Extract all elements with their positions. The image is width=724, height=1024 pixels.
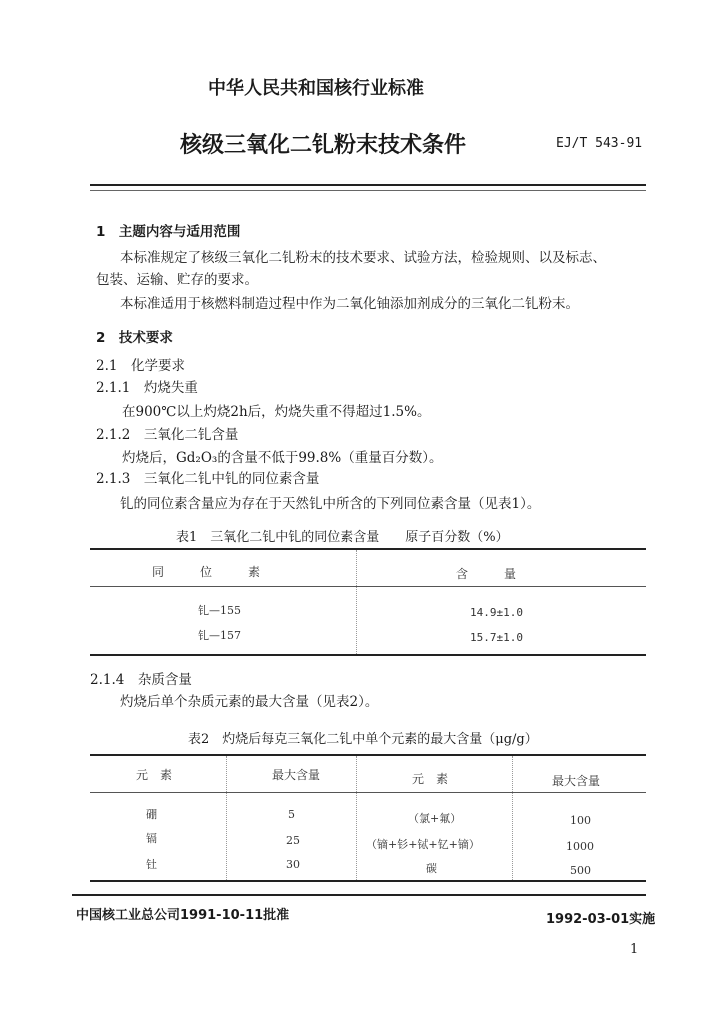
table-1-row-1-content: 14.9±1.0 [470,606,523,619]
table-1-header-isotope: 同 位 素 [152,565,261,579]
clause-2-1-2: 2.1.2 三氧化二钆含量 [96,427,239,443]
table-2-row-1-max-2: 100 [570,814,591,827]
table-2-divider-2 [356,756,358,880]
table-2-divider-1 [226,756,228,880]
table-1-caption: 表1 三氧化二钆中钆的同位素含量 原子百分数（%） [176,530,509,545]
clause-2-1-1: 2.1.1 灼烧失重 [96,380,198,396]
clause-2-1-3: 2.1.3 三氧化二钆中钆的同位素含量 [96,471,320,487]
table-1-header-rule [90,586,646,587]
table-2-row-2-max-2: 1000 [566,840,594,853]
table-2-divider-3 [512,756,514,880]
clause-2-1-3-text: 钆的同位素含量应为存在于天然钆中所含的下列同位素含量（见表1）。 [120,496,541,512]
page-number: 1 [630,942,639,957]
document-title: 核级三氧化二钆粉末技术条件 [180,133,467,158]
table-2-row-3-max-2: 500 [570,864,591,877]
table-2-row-1-max-1: 5 [288,808,295,821]
table-2-row-3-element-2: 碳 [426,862,437,875]
table-2-row-3-element-1: 钍 [146,858,157,871]
table-1-header-content: 含 量 [456,567,517,581]
table-2-header-max-1: 最大含量 [272,768,321,782]
effective-date: 1992-03-01实施 [546,912,656,927]
section-1-heading: 1 主题内容与适用范围 [96,224,241,240]
header-rule-thick [90,184,646,186]
section-1-paragraph-1-cont: 包装、运输、贮存的要求。 [96,272,258,288]
clause-2-1-1-text: 在900℃以上灼烧2h后，灼烧失重不得超过1.5%。 [122,404,431,420]
table-2-row-1-element-2: （氯+氟） [408,812,462,825]
table-2-bottom-rule [90,880,646,882]
section-2-heading: 2 技术要求 [96,330,173,346]
table-2-caption: 表2 灼烧后每克三氧化二钆中单个元素的最大含量（μg/g） [188,732,538,747]
section-1-paragraph-1: 本标准规定了核级三氧化二钆粉末的技术要求、试验方法，检验规则、以及标志、 [120,250,606,266]
clause-2-1-4: 2.1.4 杂质含量 [90,672,192,688]
table-2-top-rule [90,754,646,756]
table-1-bottom-rule [90,654,646,656]
table-1-column-divider [356,550,358,654]
clause-2-1-4-text: 灼烧后单个杂质元素的最大含量（见表2）。 [120,694,379,710]
table-2-row-2-max-1: 25 [286,834,300,847]
standard-code: EJ/T 543-91 [556,136,643,151]
table-2-header-rule [90,792,646,793]
header-rule-thin [90,190,646,191]
section-1-paragraph-2: 本标准适用于核燃料制造过程中作为二氧化铀添加剂成分的三氧化二钆粉末。 [120,296,579,312]
footer-rule [72,894,646,896]
table-2-header-max-2: 最大含量 [552,774,601,788]
table-2-header-element-1: 元 素 [136,768,173,782]
table-2-row-3-max-1: 30 [286,858,300,871]
table-2-header-element-2: 元 素 [412,772,449,786]
org-standard-heading: 中华人民共和国核行业标准 [208,78,424,99]
table-2-row-2-element-1: 镉 [146,832,157,845]
table-1-row-1-isotope: 钆—155 [198,604,241,617]
table-1-row-2-content: 15.7±1.0 [470,631,523,644]
table-2-row-2-element-2: （镝+钐+铽+钇+镝） [366,838,480,851]
table-1-row-2-isotope: 钆—157 [198,629,241,642]
clause-2-1-2-text: 灼烧后，Gd₂O₃的含量不低于99.8%（重量百分数）。 [122,450,443,466]
table-1-top-rule [90,548,646,550]
table-2-row-1-element-1: 硼 [146,808,157,821]
clause-2-1: 2.1 化学要求 [96,358,185,374]
approval-note: 中国核工业总公司1991-10-11批准 [76,908,290,923]
